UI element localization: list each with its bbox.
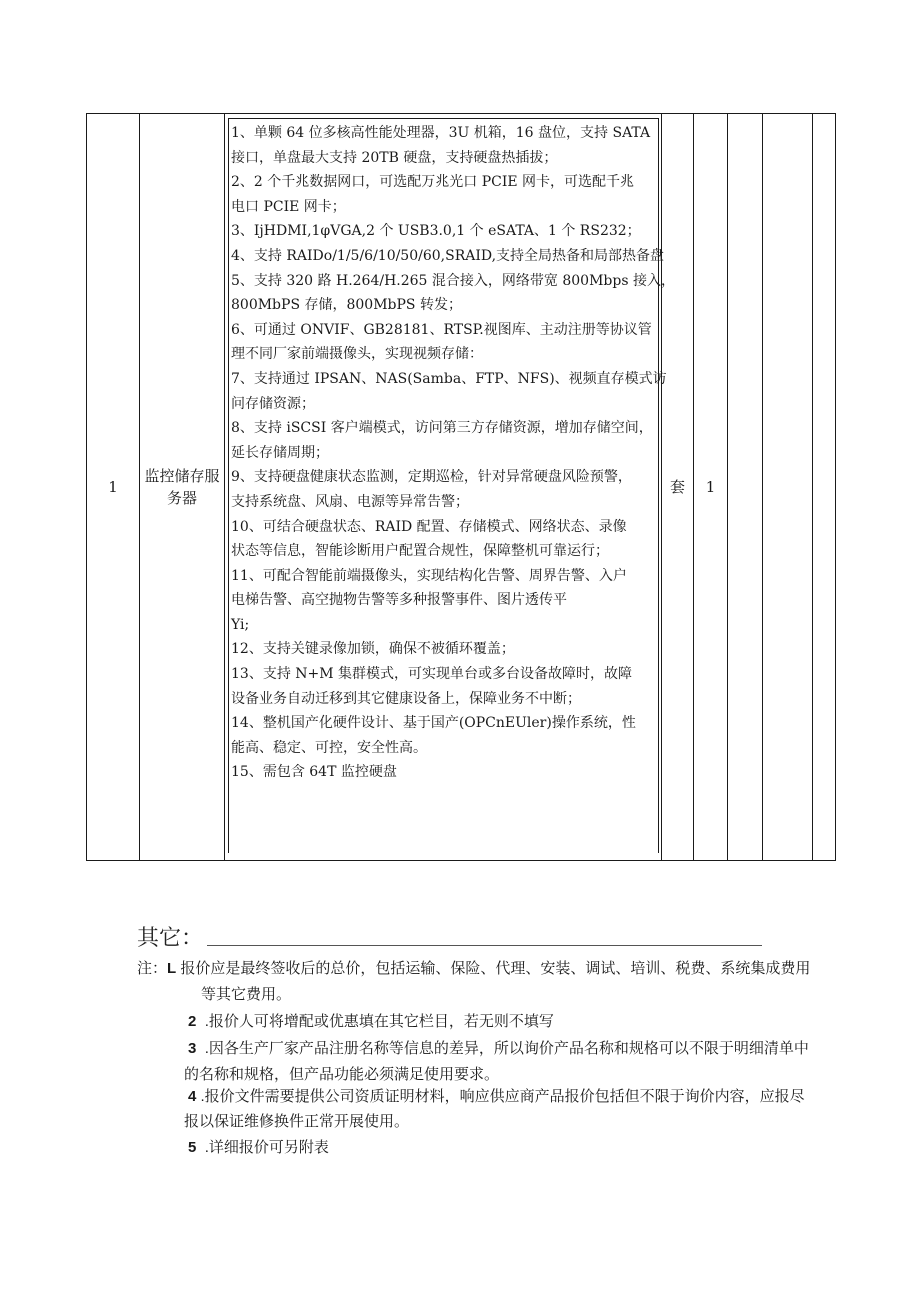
spec-line: 4、支持 RAIDo/1/5/6/10/50/60,SRAID,支持全局热备和局部热备盘 [231, 247, 665, 264]
unit-price-cell [728, 114, 763, 861]
spec-line: 9、支持硬盘健康状态监测，定期巡检，针对异常硬盘风险预警， [231, 469, 632, 486]
spec-line: 800MbPS 存储，800MbPS 转发； [231, 297, 462, 314]
spec-line: 电口 PCIE 网卡； [231, 198, 346, 215]
spec-line: 1、单颗 64 位多核高性能处理器，3U 机箱，16 盘位，支持 SATA [231, 125, 651, 141]
other-fill-line [207, 945, 762, 946]
remark-cell [813, 114, 836, 861]
row-index: 1 [108, 478, 118, 496]
note-1-line-2: 等其它费用。 [201, 986, 292, 1003]
spec-cell [225, 114, 675, 861]
spec-line: 能高、稳定、可控，安全性高。 [231, 739, 427, 756]
note-3-number: 3 [188, 1040, 197, 1057]
note-5 [188, 1137, 329, 1159]
note-1-line-1 [137, 958, 810, 980]
note-1-text: 报价应是最终签收后的总价，包括运输、保险、代理、安装、调试、培训、税费、系统集成费用 [180, 960, 811, 977]
spec-line: 11、可配合智能前端摄像头，实现结构化告警、周界告警、入户 [231, 567, 627, 584]
unit-value: 套 [669, 478, 685, 496]
table-row [87, 114, 836, 861]
note-2-text: .报价人可将增配或优惠填在其它栏目，若无则不填写 [204, 1013, 554, 1030]
other-label: 其它： [137, 926, 204, 951]
spec-line: 7、支持通过 IPSAN、NAS(Samba、FTP、NFS)、视频直存模式访 [231, 370, 667, 387]
spec-line: 理不同厂家前端摄像头，实现视频存储： [231, 346, 483, 363]
note-3-text: .因各生产厂家产品注册名称等信息的差异，所以询价产品名称和规格可以不限于明细清单中 [204, 1040, 809, 1057]
spec-line: 12、支持关键录像加锁，确保不被循环覆盖； [231, 641, 515, 658]
spec-line: 支持系统盘、风扇、电源等异常告警； [231, 493, 469, 510]
row-index-cell [87, 114, 140, 861]
spec-line: 状态等信息，智能诊断用户配置合规性，保障整机可靠运行； [231, 543, 609, 560]
note-2 [188, 1011, 554, 1033]
spec-line: 15、需包含 64T 监控硬盘 [231, 764, 397, 781]
spec-line: 接口，单盘最大支持 20TB 硬盘，支持硬盘热插拔； [231, 149, 558, 166]
spec-line: 问存储资源； [231, 395, 315, 412]
total-price-cell [763, 114, 813, 861]
note-1-number: L [167, 960, 177, 977]
spec-line: 设备业务自动迁移到其它健康设备上，保障业务不中断； [231, 690, 581, 707]
spec-line: 延长存储周期； [231, 444, 329, 461]
note-3-line-2: 的名称和规格，但产品功能必须满足使用要求。 [184, 1066, 500, 1083]
quantity-cell [694, 114, 728, 861]
quote-table [86, 113, 836, 861]
spec-text-block [228, 118, 675, 853]
unit-cell [662, 114, 694, 861]
note-5-number: 5 [188, 1139, 197, 1156]
note-3-line-1 [188, 1038, 809, 1060]
note-4-text: .报价文件需要提供公司资质证明材料，响应供应商产品报价包括但不限于询价内容，应报尽 [200, 1088, 805, 1105]
notes-prefix: 注： [137, 960, 168, 977]
product-name-cell [140, 114, 225, 861]
spec-line: 6、可通过 ONVIF、GB28181、RTSP.视图库、主动注册等协议管 [231, 321, 652, 338]
spec-line: 2、2 个千兆数据网口，可选配万兆光口 PCIE 网卡，可选配千兆 [231, 174, 635, 191]
spec-line: 5、支持 320 路 H.264/H.265 混合接入，网络带宽 800Mbps 接入， [231, 272, 675, 289]
spec-line: 电梯告警、高空抛物告警等多种报警事件、图片透传平 [231, 592, 567, 609]
note-5-text: .详细报价可另附表 [204, 1139, 329, 1156]
spec-line: 14、整机国产化硬件设计、基于国产(OPCnEUler)操作系统，性 [231, 715, 636, 732]
spec-line: 10、可结合硬盘状态、RAID 配置、存储模式、网络状态、录像 [231, 518, 627, 535]
spec-line: 8、支持 iSCSI 客户端模式，访问第三方存储资源，增加存储空间， [231, 420, 653, 437]
note-4-line-2: 报以保证维修换件正常开展使用。 [184, 1113, 410, 1130]
spec-line: Yi; [231, 616, 250, 633]
note-4-line-1 [188, 1086, 805, 1108]
quote-table-wrapper [86, 113, 835, 861]
product-name-line1: 监控储存服 [144, 467, 220, 485]
spec-line: 13、支持 N+M 集群模式，可实现单台或多台设备故障时，故障 [231, 666, 633, 683]
spec-line: 3、IjHDMI,1φVGA,2 个 USB3.0,1 个 eSATA、1 个 RS232； [231, 223, 641, 240]
note-4-number: 4 [188, 1088, 197, 1105]
quantity-value: 1 [705, 478, 716, 496]
note-2-number: 2 [188, 1013, 197, 1030]
product-name-line2: 务器 [166, 489, 197, 507]
